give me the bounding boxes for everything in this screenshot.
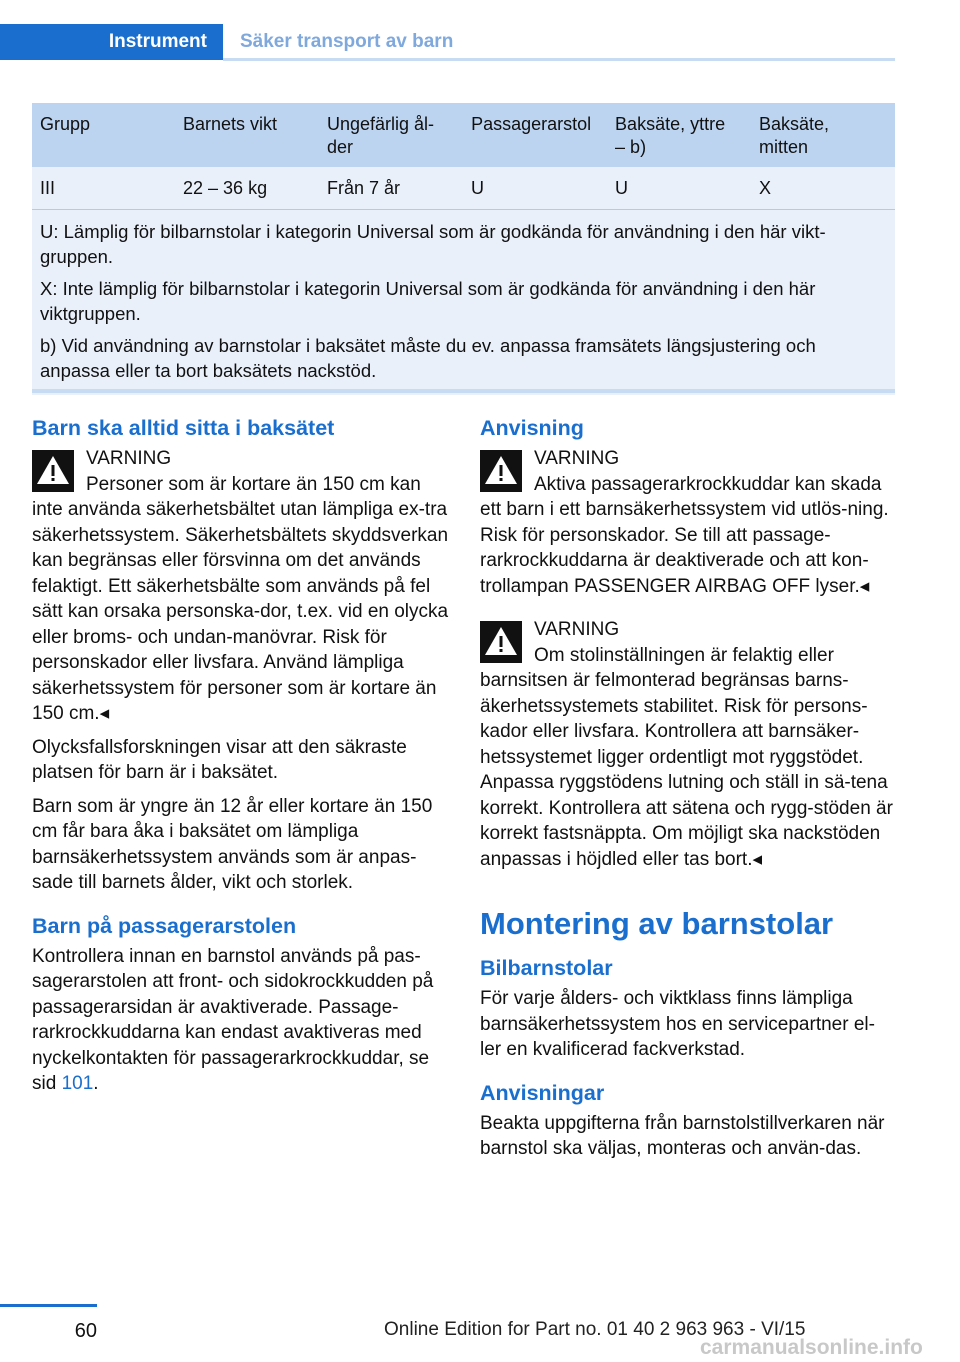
- table-header-cell: Barnets vikt: [182, 114, 278, 134]
- warning-triangle-icon: [32, 450, 74, 492]
- paragraph-end: .: [93, 1073, 99, 1094]
- right-column: [480, 414, 895, 1170]
- warning-block: [480, 446, 895, 599]
- section-heading: Barn på passagerarstolen: [32, 913, 297, 938]
- section-heading: Barn ska alltid sitta i baksätet: [32, 416, 335, 440]
- note-b: b) Vid användning av barnstolar i baksätet måste du ev. anpassa framsätets längsjustering och anpassa eller ta bort baksätets nackstöd.: [40, 335, 816, 381]
- table-cell: III: [40, 178, 56, 198]
- table-header-cell: Grupp: [40, 114, 91, 134]
- section-heading: Anvisning: [480, 416, 584, 440]
- table-cell: Från 7 år: [327, 178, 401, 198]
- table-cell: 22 – 36 kg: [183, 178, 268, 198]
- watermark: carmanualsonline.info: [700, 1336, 923, 1359]
- warning-text: Personer som är kortare än 150 cm kan inte använda säkerhetsbältet utan lämpliga ex-tra säkerhetssystem. Säkerhetsbältets skyddsverkan kan begränsas eller försvinna om det används felaktigt. Ett säkerhetsbälte som används på fel sätt kan orsaka personska-dor, t.ex. vid en olycka eller broms- och undan-manövrar. Risk för personskador eller livsfara. Använd lämpliga säkerhetssystem för personer som är kortare än 150 cm.◂: [32, 473, 449, 724]
- page-link[interactable]: 101: [61, 1073, 94, 1094]
- paragraph-text: Kontrollera innan en barnstol används på pas-sagerarstolen att front- och sidokrockkudden på passagerarsidan är avaktiverade. Passage-rarkrockkuddarna kan endast avaktiveras med nyckelkontakten för passagerarkrockkuddar, se sid: [32, 945, 434, 1094]
- child-seat-table: [32, 103, 895, 395]
- table-cell: U: [615, 178, 629, 198]
- paragraph: [32, 944, 450, 1097]
- note-u: U: Lämplig för bilbarnstolar i kategorin Universal som är godkända för användning i den här vikt-gruppen.: [40, 221, 826, 267]
- header-divider: [223, 58, 895, 61]
- paragraph: Olycksfallsforskningen visar att den säkraste platsen för barn är i baksätet.: [32, 736, 407, 783]
- warning-triangle-icon: [480, 450, 522, 492]
- edition-text: Online Edition for Part no. 01 40 2 963 963 - VI/15: [384, 1319, 806, 1340]
- page-number: 60: [74, 1320, 97, 1342]
- chapter-tab[interactable]: Instrument: [0, 24, 223, 60]
- left-column: [32, 414, 450, 1105]
- warning-title: VARNING: [534, 619, 620, 640]
- chapter-heading: Montering av barnstolar: [480, 906, 834, 941]
- table-bottom-rule: [32, 389, 895, 393]
- table-cell: U: [471, 178, 485, 198]
- section-tab[interactable]: Säker transport av barn: [240, 31, 454, 52]
- section-heading: Bilbarnstolar: [480, 956, 613, 980]
- warning-title: VARNING: [86, 448, 172, 469]
- warning-block: [32, 446, 450, 727]
- table-header-cell: Ungefärlig ål- der: [326, 114, 435, 157]
- paragraph: Beakta uppgifterna från barnstolstillverkaren när barnstol ska väljas, monteras och använ-das.: [480, 1112, 885, 1159]
- page-header: [0, 0, 960, 62]
- table-header-cell: Baksäte, mitten: [759, 114, 830, 157]
- warning-text: Om stolinställningen är felaktig eller barnsitsen är felmonterad begränsas barns-äkerhetssystemets stabilitet. Risk för persons-kador eller livsfara. Kontrollera att barnsäker-hetssystemet ligger ordentligt mot ryggstödet. Anpassa ryggstödens lutning och ställ in sä-tena korrekt. Kontrollera att sätena och rygg-stöden är korrekt fastsnäppta. Om möjligt ska nackstöden anpassas i höjdled eller tas bort.◂: [480, 644, 893, 870]
- warning-block: [480, 617, 895, 872]
- table-notes: [32, 210, 895, 395]
- warning-text: Aktiva passagerarkrockkuddar kan skada ett barn i ett barnsäkerhetssystem vid utlös-ning. Risk för personskador. Se till att passage-rarkrockkuddarna är deaktiverade och att kon-trollampan PASSENGER AIRBAG OFF lyser.◂: [480, 473, 889, 597]
- footer-rule: [0, 1304, 97, 1307]
- table-cell: X: [759, 178, 772, 198]
- paragraph: För varje ålders- och viktklass finns lämpliga barnsäkerhetssystem hos en servicepartner el-ler en kvalificerad fackverkstad.: [480, 988, 875, 1060]
- section-heading: Anvisningar: [480, 1080, 605, 1105]
- note-x: X: Inte lämplig för bilbarnstolar i kategorin Universal som är godkända för användning i den här viktgruppen.: [40, 278, 816, 324]
- table-header-row: [32, 103, 895, 167]
- table-header-cell: Baksäte, yttre – b): [615, 114, 726, 157]
- table-header-cell: Passagerarstol: [471, 114, 592, 134]
- paragraph: Barn som är yngre än 12 år eller kortare än 150 cm får bara åka i baksätet om lämpliga barnsäkerhetssystem används som är anpas-sade till barnets ålder, vikt och storlek.: [32, 795, 433, 893]
- table-row: [32, 167, 895, 210]
- warning-title: VARNING: [534, 448, 620, 469]
- warning-triangle-icon: [480, 621, 522, 663]
